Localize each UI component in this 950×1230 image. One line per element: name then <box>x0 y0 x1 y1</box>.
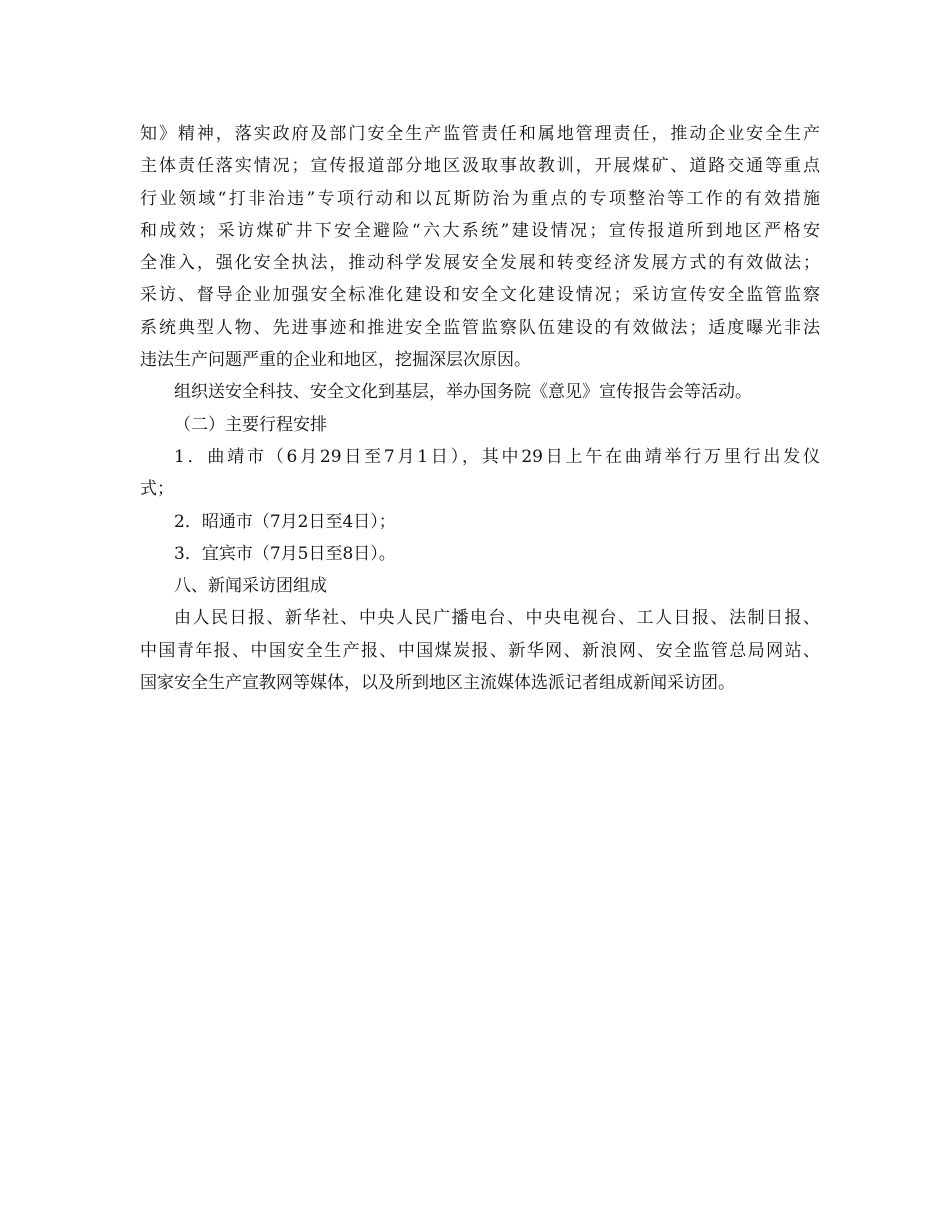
paragraph-line: 采访、督导企业加强安全标准化建设和安全文化建设情况；采访宣传安全监管监察 <box>140 285 820 306</box>
paragraph-line: 全准入，强化安全执法，推动科学发展安全发展和转变经济发展方式的有效做法； <box>140 253 820 274</box>
document-body <box>140 118 820 699</box>
paragraph-line: 系统典型人物、先进事迹和推进安全监管监察队伍建设的有效做法；适度曝光非法 <box>140 317 820 338</box>
paragraph-line: 国家安全生产宣教网等媒体，以及所到地区主流媒体选派记者组成新闻采访团。 <box>140 673 735 694</box>
list-item-continuation: 式； <box>140 479 174 500</box>
paragraph-line: 行业领域“打非治违”专项行动和以瓦斯防治为重点的专项整治等工作的有效措施 <box>140 188 820 209</box>
list-item: 1．曲靖市（6月29日至7月1日），其中29日上午在曲靖举行万里行出发仪 <box>174 446 820 467</box>
paragraph-line: 中国青年报、中国安全生产报、中国煤炭报、新华网、新浪网、安全监管总局网站、 <box>140 640 820 661</box>
paragraph-line: 知》精神，落实政府及部门安全生产监管责任和属地管理责任，推动企业安全生产 <box>140 124 820 144</box>
paragraph-line: 组织送安全科技、安全文化到基层，举办国务院《意见》宣传报告会等活动。 <box>174 382 752 403</box>
list-item: 3．宜宾市（7月5日至8日）。 <box>174 543 396 564</box>
paragraph-line: 主体责任落实情况；宣传报道部分地区汲取事故教训，开展煤矿、道路交通等重点 <box>140 156 820 177</box>
paragraph-line: 由人民日报、新华社、中央人民广播电台、中央电视台、工人日报、法制日报、 <box>174 608 820 629</box>
section-heading: 八、新闻采访团组成 <box>174 576 327 597</box>
list-item: 2．昭通市（7月2日至4日）； <box>174 511 396 532</box>
section-heading: （二）主要行程安排 <box>174 414 327 435</box>
paragraph-line: 违法生产问题严重的企业和地区，挖掘深层次原因。 <box>140 350 531 371</box>
paragraph-line: 和成效；采访煤矿井下安全避险“六大系统”建设情况；宣传报道所到地区严格安 <box>140 220 820 241</box>
